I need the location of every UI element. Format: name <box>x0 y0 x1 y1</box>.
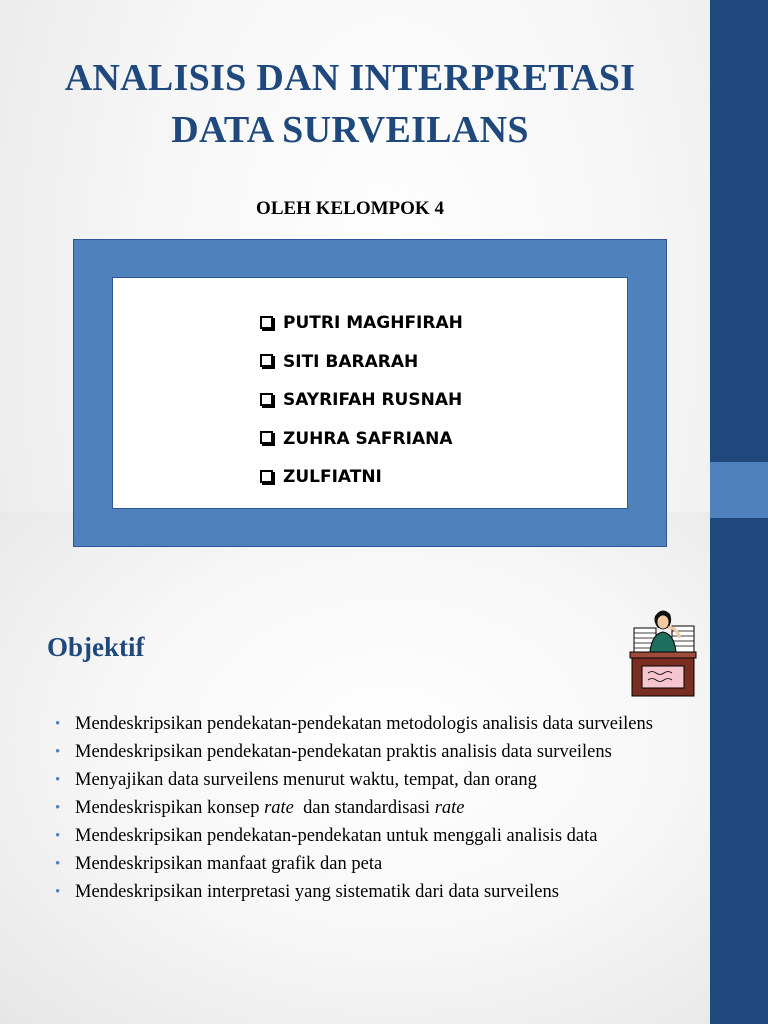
objective-text: Mendeskripsikan manfaat grafik dan peta <box>75 854 383 874</box>
bullet-icon: • <box>55 800 61 816</box>
bullet-icon: • <box>55 856 61 872</box>
member-item <box>260 420 463 459</box>
bullet-icon: • <box>55 716 61 732</box>
person-at-desk-icon <box>628 606 698 698</box>
objective-list <box>55 713 675 909</box>
checkbox-bullet-icon <box>260 354 273 367</box>
slide-title <box>20 52 680 156</box>
checkbox-bullet-icon <box>260 470 273 483</box>
objective-text: Mendeskripsikan interpretasi yang sistematik dari data surveilens <box>75 882 559 902</box>
objective-item <box>55 825 675 847</box>
objective-item <box>55 881 675 903</box>
member-item <box>260 458 463 497</box>
bullet-icon: • <box>55 884 61 900</box>
members-list <box>260 304 463 497</box>
objective-text: Mendeskripsikan pendekatan-pendekatan praktis analisis data surveilens <box>75 742 612 762</box>
member-item <box>260 343 463 382</box>
member-name: PUTRI MAGHFIRAH <box>283 313 463 334</box>
slide-title-line-2: DATA SURVEILANS <box>171 109 529 151</box>
objective-text: Mendeskripsikan pendekatan-pendekatan metodologis analisis data surveilens <box>75 714 653 734</box>
objective-text: Menyajikan data surveilens menurut waktu, tempat, dan orang <box>75 770 537 790</box>
objective-text: Mendeskripsikan pendekatan-pendekatan untuk menggali analisis data <box>75 826 598 846</box>
objective-item <box>55 797 675 819</box>
member-name: ZULFIATNI <box>283 467 382 488</box>
checkbox-bullet-icon <box>260 431 273 444</box>
objective-item <box>55 713 675 735</box>
bullet-icon: • <box>55 772 61 788</box>
checkbox-bullet-icon <box>260 393 273 406</box>
section-heading: Objektif <box>47 632 145 662</box>
member-name: SITI BARARAH <box>283 351 419 372</box>
objective-emphasis: rate <box>434 798 465 818</box>
objective-item <box>55 853 675 875</box>
member-name: ZUHRA SAFRIANA <box>283 428 453 449</box>
objective-text-part: Mendeskrispikan konsep <box>75 798 265 818</box>
objective-item <box>55 741 675 763</box>
objective-item <box>55 769 675 791</box>
side-bar-accent <box>710 462 768 518</box>
bullet-icon: • <box>55 828 61 844</box>
member-item <box>260 304 463 343</box>
objective-text-part: dan standardisasi <box>293 798 435 818</box>
checkbox-bullet-icon <box>260 316 273 329</box>
member-name: SAYRIFAH RUSNAH <box>283 390 463 411</box>
slide-subtitle: OLEH KELOMPOK 4 <box>256 198 444 219</box>
member-item <box>260 381 463 420</box>
bullet-icon: • <box>55 744 61 760</box>
objective-emphasis: rate <box>264 798 294 818</box>
slide-title-line-1: ANALISIS DAN INTERPRETASI <box>64 57 636 99</box>
